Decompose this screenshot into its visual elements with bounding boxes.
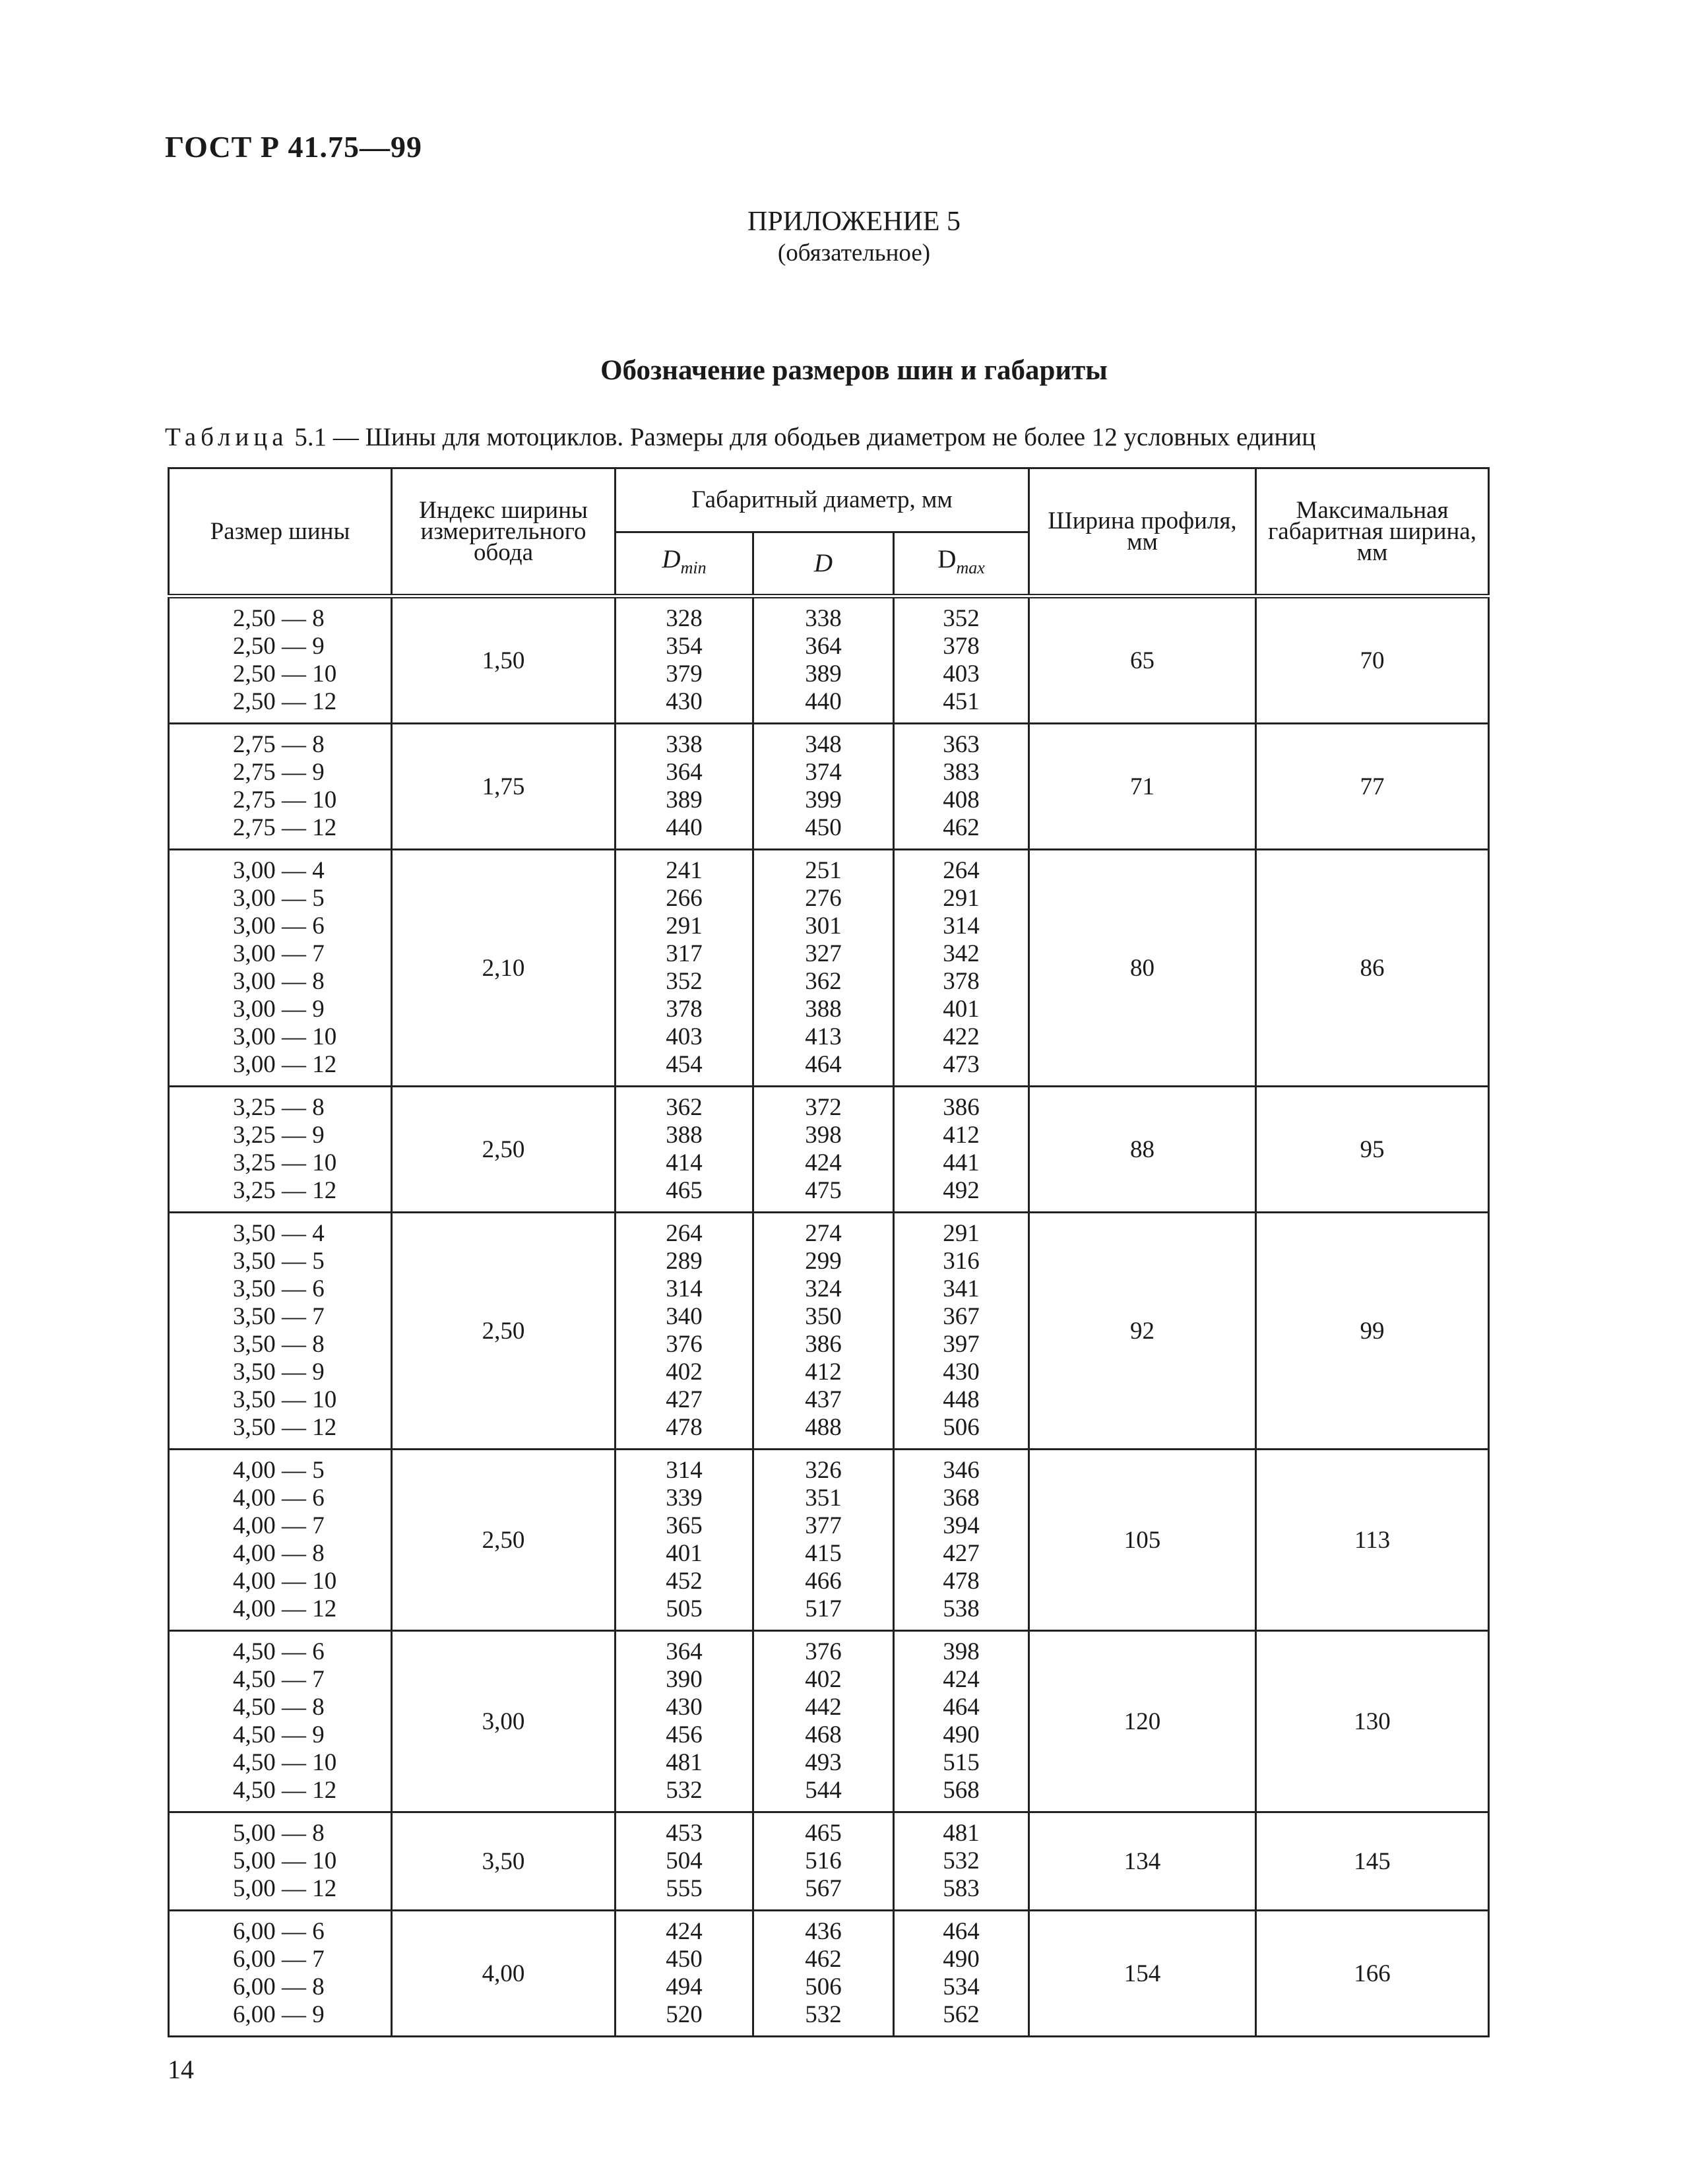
document-code: ГОСТ Р 41.75—99 [165, 130, 422, 164]
cell-max-overall-width: 99 [1256, 1213, 1489, 1450]
appendix-heading [0, 206, 1708, 269]
cell-rim-width-index: 2,50 [392, 1213, 616, 1450]
cell-tire-size-value: 4,50 — 12 [233, 1777, 337, 1804]
table-row [169, 1631, 1489, 1812]
cell-d-min [616, 1087, 753, 1213]
cell-d [753, 724, 894, 850]
table-row [169, 1450, 1489, 1631]
cell-d-min-value: 376 [666, 1331, 703, 1358]
cell-d-min-value: 494 [666, 1973, 703, 2000]
cell-tire-size [169, 596, 392, 724]
cell-d-max-value: 394 [943, 1512, 980, 1539]
cell-d-min-value: 364 [666, 759, 703, 786]
cell-d-min-value: 402 [666, 1358, 703, 1386]
cell-d-min-value: 555 [666, 1875, 703, 1902]
cell-tire-size-value: 6,00 — 9 [233, 2001, 325, 2028]
cell-d-value: 399 [805, 786, 842, 814]
cell-d-max-value: 346 [943, 1457, 980, 1484]
cell-d-min-value: 365 [666, 1512, 703, 1539]
appendix-status: (обязательное) [777, 240, 931, 267]
cell-max-overall-width: 86 [1256, 850, 1489, 1087]
cell-d-min-value: 465 [666, 1177, 703, 1204]
cell-tire-size-value: 2,50 — 8 [233, 605, 325, 632]
cell-d-min-value: 456 [666, 1721, 703, 1748]
cell-d [753, 1450, 894, 1631]
cell-d [753, 596, 894, 724]
cell-d-value: 468 [805, 1721, 842, 1748]
cell-max-overall-width: 145 [1256, 1812, 1489, 1911]
cell-tire-size [169, 850, 392, 1087]
cell-d-value: 437 [805, 1386, 842, 1413]
cell-d-value: 464 [805, 1051, 842, 1078]
cell-d-max-value: 401 [943, 996, 980, 1023]
cell-tire-size-value: 2,75 — 12 [233, 814, 337, 841]
cell-section-width: 154 [1029, 1911, 1256, 2037]
cell-d-max [894, 850, 1029, 1087]
cell-max-overall-width: 77 [1256, 724, 1489, 850]
cell-d [753, 1812, 894, 1911]
cell-tire-size-value: 3,50 — 12 [233, 1414, 337, 1441]
cell-d-min-value: 314 [666, 1275, 703, 1302]
cell-tire-size-value: 2,75 — 10 [233, 786, 337, 814]
cell-d-value: 517 [805, 1595, 842, 1622]
cell-d-max-value: 378 [943, 968, 980, 995]
cell-d-min-value: 453 [666, 1820, 703, 1847]
cell-d-value: 567 [805, 1875, 842, 1902]
cell-d-max-value: 422 [943, 1023, 980, 1050]
cell-rim-width-index: 3,00 [392, 1631, 616, 1812]
table-caption [165, 422, 1315, 452]
cell-d-value: 276 [805, 885, 842, 912]
cell-tire-size-value: 3,50 — 4 [233, 1220, 325, 1247]
header-tire-size: Размер шины [169, 468, 392, 596]
cell-d-value: 338 [805, 605, 842, 632]
cell-tire-size-value: 6,00 — 6 [233, 1918, 325, 1945]
cell-d-max-value: 341 [943, 1275, 980, 1302]
cell-d-max-value: 383 [943, 759, 980, 786]
cell-d-value: 351 [805, 1485, 842, 1512]
cell-tire-size-value: 3,00 — 4 [233, 857, 325, 884]
cell-tire-size-value: 3,25 — 8 [233, 1094, 325, 1121]
cell-d-max-value: 412 [943, 1122, 980, 1149]
cell-tire-size [169, 724, 392, 850]
cell-tire-size-value: 3,50 — 10 [233, 1386, 337, 1413]
cell-tire-size-value: 3,50 — 6 [233, 1275, 325, 1302]
header-d-max [894, 532, 1029, 596]
cell-d-value: 475 [805, 1177, 842, 1204]
cell-d-min-value: 390 [666, 1666, 703, 1693]
cell-d-min-value: 266 [666, 885, 703, 912]
cell-tire-size [169, 1213, 392, 1450]
cell-d-min [616, 724, 753, 850]
cell-d-max-value: 478 [943, 1568, 980, 1595]
cell-d-max [894, 724, 1029, 850]
cell-d-value: 326 [805, 1457, 842, 1484]
cell-tire-size-value: 5,00 — 10 [233, 1847, 337, 1874]
cell-d-min-value: 440 [666, 814, 703, 841]
cell-d-min [616, 1450, 753, 1631]
cell-d-min-value: 430 [666, 688, 703, 715]
cell-d-min-value: 328 [666, 605, 703, 632]
cell-rim-width-index: 1,75 [392, 724, 616, 850]
cell-d-max-value: 492 [943, 1177, 980, 1204]
cell-section-width: 92 [1029, 1213, 1256, 1450]
cell-d-value: 362 [805, 968, 842, 995]
cell-d-min-value: 388 [666, 1122, 703, 1149]
cell-d-value: 251 [805, 857, 842, 884]
cell-tire-size-value: 4,50 — 10 [233, 1749, 337, 1776]
cell-tire-size-value: 4,00 — 5 [233, 1457, 325, 1484]
cell-d-value: 440 [805, 688, 842, 715]
cell-d-max-value: 451 [943, 688, 980, 715]
cell-tire-size [169, 1631, 392, 1812]
cell-d-max-value: 481 [943, 1820, 980, 1847]
cell-section-width: 65 [1029, 596, 1256, 724]
cell-d-max-value: 352 [943, 605, 980, 632]
cell-tire-size-value: 3,25 — 12 [233, 1177, 337, 1204]
cell-d-max-value: 398 [943, 1638, 980, 1665]
cell-tire-size [169, 1450, 392, 1631]
cell-d-max [894, 1911, 1029, 2037]
cell-tire-size-value: 3,25 — 9 [233, 1122, 325, 1149]
header-d-min-base: D [662, 544, 681, 573]
table-caption-label: Таблица [165, 423, 288, 451]
cell-d-min-value: 452 [666, 1568, 703, 1595]
cell-d-max-value: 291 [943, 1220, 980, 1247]
cell-d-value: 350 [805, 1303, 842, 1330]
cell-tire-size [169, 1812, 392, 1911]
cell-d-value: 372 [805, 1094, 842, 1121]
cell-d-max-value: 408 [943, 786, 980, 814]
cell-d-min-value: 339 [666, 1485, 703, 1512]
cell-d-min-value: 401 [666, 1540, 703, 1567]
cell-tire-size-value: 3,50 — 5 [233, 1248, 325, 1275]
cell-d-max-value: 490 [943, 1946, 980, 1973]
header-d-min [616, 532, 753, 596]
cell-d-max-value: 316 [943, 1248, 980, 1275]
cell-d-max-value: 367 [943, 1303, 980, 1330]
cell-d-max-value: 464 [943, 1918, 980, 1945]
cell-d-value: 424 [805, 1149, 842, 1176]
cell-section-width: 134 [1029, 1812, 1256, 1911]
cell-d-value: 412 [805, 1358, 842, 1386]
cell-rim-width-index: 1,50 [392, 596, 616, 724]
cell-d-min-value: 504 [666, 1847, 703, 1874]
cell-d-max-value: 534 [943, 1973, 980, 2000]
cell-d-value: 465 [805, 1820, 842, 1847]
cell-d-max-value: 506 [943, 1414, 980, 1441]
cell-section-width: 71 [1029, 724, 1256, 850]
cell-d-max-value: 424 [943, 1666, 980, 1693]
cell-tire-size-value: 2,50 — 12 [233, 688, 337, 715]
cell-d-min-value: 481 [666, 1749, 703, 1776]
header-d-max-base: D [937, 544, 957, 573]
cell-d-value: 348 [805, 731, 842, 758]
cell-d-min-value: 364 [666, 1638, 703, 1665]
cell-d-min [616, 1213, 753, 1450]
cell-d-min-value: 430 [666, 1694, 703, 1721]
header-rim-width-index: Индекс ширины измерительного обода [392, 468, 616, 596]
cell-d-min-value: 264 [666, 1220, 703, 1247]
cell-tire-size-value: 3,00 — 6 [233, 912, 325, 940]
cell-tire-size-value: 3,50 — 8 [233, 1331, 325, 1358]
cell-d-min-value: 414 [666, 1149, 703, 1176]
cell-d-min-value: 424 [666, 1918, 703, 1945]
cell-d-max-value: 562 [943, 2001, 980, 2028]
cell-d-max-value: 378 [943, 633, 980, 660]
cell-d-value: 386 [805, 1331, 842, 1358]
cell-d-max-value: 397 [943, 1331, 980, 1358]
cell-d-max-value: 291 [943, 885, 980, 912]
cell-d-min [616, 1812, 753, 1911]
cell-tire-size-value: 4,50 — 9 [233, 1721, 325, 1748]
cell-d-min-value: 354 [666, 633, 703, 660]
cell-d-value: 415 [805, 1540, 842, 1567]
cell-tire-size-value: 3,00 — 9 [233, 996, 325, 1023]
cell-d-max-value: 430 [943, 1358, 980, 1386]
cell-tire-size-value: 3,00 — 12 [233, 1051, 337, 1078]
cell-d-max-value: 441 [943, 1149, 980, 1176]
cell-max-overall-width: 166 [1256, 1911, 1489, 2037]
cell-tire-size-value: 2,75 — 9 [233, 759, 325, 786]
cell-d-max-value: 342 [943, 940, 980, 967]
cell-d-value: 301 [805, 912, 842, 940]
cell-d-max [894, 1087, 1029, 1213]
cell-d-max-value: 473 [943, 1051, 980, 1078]
cell-d-min-value: 450 [666, 1946, 703, 1973]
cell-rim-width-index: 2,50 [392, 1450, 616, 1631]
cell-d-min-value: 403 [666, 1023, 703, 1050]
cell-d-min-value: 338 [666, 731, 703, 758]
cell-d-value: 274 [805, 1220, 842, 1247]
cell-tire-size-value: 3,25 — 10 [233, 1149, 337, 1176]
cell-d-min-value: 379 [666, 660, 703, 687]
cell-d-value: 442 [805, 1694, 842, 1721]
cell-d-value: 488 [805, 1414, 842, 1441]
cell-d-value: 493 [805, 1749, 842, 1776]
cell-tire-size-value: 6,00 — 8 [233, 1973, 325, 2000]
cell-d-min-value: 317 [666, 940, 703, 967]
cell-d [753, 1631, 894, 1812]
cell-tire-size-value: 4,00 — 12 [233, 1595, 337, 1622]
cell-d-value: 327 [805, 940, 842, 967]
cell-section-width: 80 [1029, 850, 1256, 1087]
cell-d-max-value: 538 [943, 1595, 980, 1622]
cell-d-value: 462 [805, 1946, 842, 1973]
cell-d-min-value: 427 [666, 1386, 703, 1413]
cell-d-max-value: 448 [943, 1386, 980, 1413]
cell-d-value: 389 [805, 660, 842, 687]
cell-d [753, 1911, 894, 2037]
cell-d-value: 324 [805, 1275, 842, 1302]
cell-d-min [616, 596, 753, 724]
cell-d-max-value: 314 [943, 912, 980, 940]
cell-tire-size-value: 2,75 — 8 [233, 731, 325, 758]
cell-d-min-value: 520 [666, 2001, 703, 2028]
cell-tire-size-value: 4,50 — 6 [233, 1638, 325, 1665]
header-d-min-sub: min [680, 558, 707, 577]
appendix-title: ПРИЛОЖЕНИЕ 5 [747, 207, 961, 237]
cell-tire-size-value: 4,00 — 7 [233, 1512, 325, 1539]
header-max-overall-width: Максимальная габаритная ширина, мм [1256, 468, 1489, 596]
cell-tire-size-value: 4,50 — 8 [233, 1694, 325, 1721]
cell-d [753, 1087, 894, 1213]
cell-d-min-value: 378 [666, 996, 703, 1023]
cell-tire-size-value: 6,00 — 7 [233, 1946, 325, 1973]
cell-d-min-value: 241 [666, 857, 703, 884]
cell-d-min-value: 289 [666, 1248, 703, 1275]
cell-d-min-value: 532 [666, 1777, 703, 1804]
cell-tire-size-value: 3,00 — 5 [233, 885, 325, 912]
cell-d-max-value: 403 [943, 660, 980, 687]
cell-section-width: 88 [1029, 1087, 1256, 1213]
header-section-width: Ширина профиля, мм [1029, 468, 1256, 596]
cell-d-min-value: 478 [666, 1414, 703, 1441]
cell-tire-size-value: 5,00 — 8 [233, 1820, 325, 1847]
cell-d-min [616, 1631, 753, 1812]
cell-d-min [616, 1911, 753, 2037]
cell-tire-size-value: 3,00 — 8 [233, 968, 325, 995]
cell-d-max-value: 490 [943, 1721, 980, 1748]
cell-d-max-value: 568 [943, 1777, 980, 1804]
cell-d-value: 436 [805, 1918, 842, 1945]
cell-d-min-value: 314 [666, 1457, 703, 1484]
header-overall-diameter: Габаритный диаметр, мм [616, 468, 1029, 532]
cell-d [753, 1213, 894, 1450]
cell-d-min-value: 340 [666, 1303, 703, 1330]
page-number: 14 [168, 2055, 194, 2084]
cell-rim-width-index: 2,50 [392, 1087, 616, 1213]
cell-max-overall-width: 130 [1256, 1631, 1489, 1812]
table-row [169, 724, 1489, 850]
cell-d-min-value: 362 [666, 1094, 703, 1121]
cell-d-max-value: 363 [943, 731, 980, 758]
tire-size-table [168, 467, 1490, 2037]
cell-d-value: 299 [805, 1248, 842, 1275]
cell-tire-size-value: 4,50 — 7 [233, 1666, 325, 1693]
table-row [169, 850, 1489, 1087]
cell-d-value: 364 [805, 633, 842, 660]
cell-d-max-value: 368 [943, 1485, 980, 1512]
cell-d-max-value: 462 [943, 814, 980, 841]
cell-d-max-value: 532 [943, 1847, 980, 1874]
cell-rim-width-index: 4,00 [392, 1911, 616, 2037]
cell-section-width: 105 [1029, 1450, 1256, 1631]
cell-d-max [894, 1631, 1029, 1812]
cell-tire-size-value: 2,50 — 9 [233, 633, 325, 660]
cell-tire-size-value: 3,00 — 7 [233, 940, 325, 967]
cell-d-max [894, 1450, 1029, 1631]
cell-d [753, 850, 894, 1087]
cell-d-min-value: 352 [666, 968, 703, 995]
cell-d-min [616, 850, 753, 1087]
table-row [169, 1812, 1489, 1911]
cell-d-value: 398 [805, 1122, 842, 1149]
cell-d-value: 544 [805, 1777, 842, 1804]
cell-d-max-value: 583 [943, 1875, 980, 1902]
cell-d-value: 532 [805, 2001, 842, 2028]
cell-d-max [894, 1213, 1029, 1450]
cell-d-value: 413 [805, 1023, 842, 1050]
cell-tire-size-value: 3,00 — 10 [233, 1023, 337, 1050]
cell-d-max-value: 515 [943, 1749, 980, 1776]
cell-max-overall-width: 113 [1256, 1450, 1489, 1631]
cell-tire-size [169, 1087, 392, 1213]
cell-d-max [894, 1812, 1029, 1911]
cell-d-max-value: 264 [943, 857, 980, 884]
cell-d-value: 377 [805, 1512, 842, 1539]
table-row [169, 1911, 1489, 2037]
table-body [169, 596, 1489, 2037]
cell-rim-width-index: 3,50 [392, 1812, 616, 1911]
cell-d-value: 376 [805, 1638, 842, 1665]
tire-size-table-container [168, 467, 1488, 2037]
cell-max-overall-width: 95 [1256, 1087, 1489, 1213]
cell-section-width: 120 [1029, 1631, 1256, 1812]
cell-d-max-value: 464 [943, 1694, 980, 1721]
cell-d-value: 516 [805, 1847, 842, 1874]
header-d: D [753, 532, 894, 596]
cell-d-min-value: 291 [666, 912, 703, 940]
cell-tire-size-value: 4,00 — 8 [233, 1540, 325, 1567]
cell-d-value: 506 [805, 1973, 842, 2000]
cell-d-max-value: 386 [943, 1094, 980, 1121]
table-row [169, 596, 1489, 724]
cell-max-overall-width: 70 [1256, 596, 1489, 724]
cell-rim-width-index: 2,10 [392, 850, 616, 1087]
cell-tire-size-value: 4,00 — 6 [233, 1485, 325, 1512]
cell-d-value: 466 [805, 1568, 842, 1595]
cell-d-value: 402 [805, 1666, 842, 1693]
cell-tire-size [169, 1911, 392, 2037]
cell-tire-size-value: 3,50 — 7 [233, 1303, 325, 1330]
cell-tire-size-value: 4,00 — 10 [233, 1568, 337, 1595]
cell-tire-size-value: 2,50 — 10 [233, 660, 337, 687]
section-title: Обозначение размеров шин и габариты [600, 355, 1108, 386]
cell-tire-size-value: 5,00 — 12 [233, 1875, 337, 1902]
cell-d-max-value: 427 [943, 1540, 980, 1567]
cell-d-min-value: 505 [666, 1595, 703, 1622]
cell-d-value: 374 [805, 759, 842, 786]
table-row [169, 1213, 1489, 1450]
cell-d-min-value: 454 [666, 1051, 703, 1078]
cell-tire-size-value: 3,50 — 9 [233, 1358, 325, 1386]
table-header [169, 468, 1489, 596]
table-row [169, 1087, 1489, 1213]
cell-d-min-value: 389 [666, 786, 703, 814]
cell-d-max [894, 596, 1029, 724]
cell-d-value: 388 [805, 996, 842, 1023]
table-caption-text: 5.1 — Шины для мотоциклов. Размеры для ободьев диаметром не более 12 условных единиц [288, 423, 1316, 451]
cell-d-value: 450 [805, 814, 842, 841]
header-d-max-sub: max [956, 558, 985, 577]
